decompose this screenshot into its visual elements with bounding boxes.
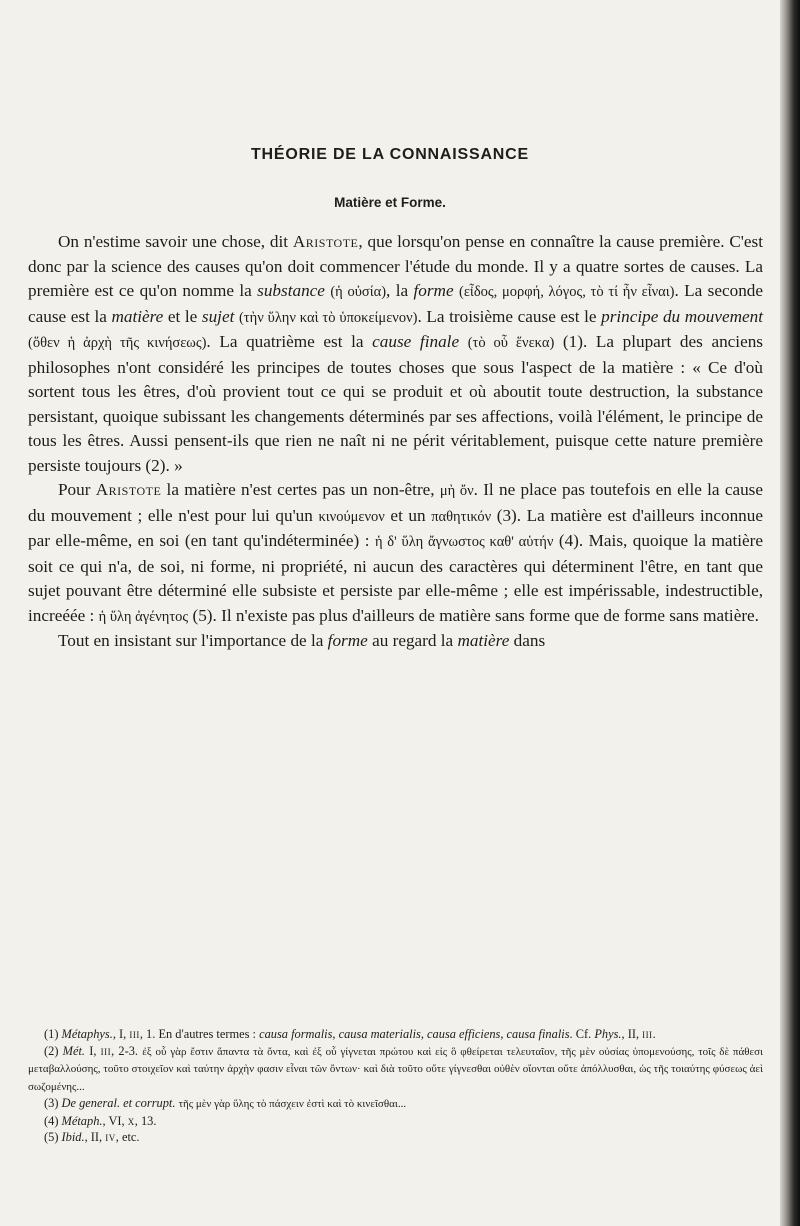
term-forme: forme — [327, 631, 368, 650]
roman-numeral: iii — [642, 1027, 653, 1041]
text-run: et le — [163, 306, 202, 326]
body-text — [28, 230, 763, 654]
citation-title: Mét. — [62, 1043, 86, 1058]
roman-numeral: iii — [100, 1043, 112, 1058]
text-run: . — [652, 1027, 656, 1041]
text-run: (2) — [44, 1043, 63, 1058]
text-run: , II, — [621, 1027, 643, 1041]
text-run: , 1. En d'autres termes : — [139, 1027, 260, 1041]
text-run: la matière n'est certes pas un non-être, — [161, 480, 440, 499]
text-run: (5) — [44, 1130, 62, 1144]
text-run: et un — [384, 505, 432, 525]
text-run: , 13. — [134, 1113, 157, 1128]
text-run: , que lorsqu'on pense en connaître la cause première. C'est donc par la science des causes qu'on doit commencer l'étude du monde. Il y a quatre sortes de causes. La première est ce qu'on nomme la — [28, 232, 763, 300]
greek-gloss: παθητικόν — [431, 508, 492, 525]
text-run: , la — [386, 281, 414, 300]
term-sujet: sujet — [201, 306, 235, 326]
roman-numeral: iv — [105, 1130, 116, 1144]
section-title: Matière et Forme. — [334, 195, 446, 210]
text-run: Tout en insistant sur l'importance de la — [58, 631, 328, 650]
term-matiere: matière — [111, 306, 164, 326]
paragraph-2 — [28, 478, 763, 629]
text-run: . Cf. — [569, 1027, 595, 1041]
text-run: (4) — [44, 1113, 62, 1128]
text-run: , I, — [112, 1027, 130, 1041]
greek-quotation: ἐξ οὗ γὰρ ἔστιν ἅπαντα τὰ ὄντα, καὶ ἐξ οὗ γίγνεται πρώτου καὶ εἰς ὃ φθείρεται τελευταῖον, τῆς μὲν οὐσίας ὑπομενούσης, τοῖς δὲ πάθεσι μεταβαλλούσης, τοῦτο στοιχεῖον καὶ ταύτην ἀρχὴν φασιν εἶναι τῶν ὄντων· καὶ διὰ τοῦτο οὔτε γίγνεσθαι οὐθὲν οἴονται οὔτε ἀπόλλυσθαι, ὡς τῆς τοιαύτης φύσεως ἀεὶ σωζομένης... — [28, 1045, 764, 1093]
roman-numeral: x — [127, 1113, 135, 1128]
text-run: dans — [509, 631, 546, 650]
citation-title: Métaph. — [61, 1113, 103, 1128]
text-run: au regard la — [367, 631, 458, 650]
greek-gloss: (τὸ οὗ ἕνεκα) — [467, 335, 555, 351]
citation-title: Métaphys. — [61, 1027, 113, 1041]
text-run: (5). Il n'existe pas plus d'ailleurs de matière sans forme que de forme sans matière. — [188, 605, 759, 625]
running-head: THÉORIE DE LA CONNAISSANCE — [250, 146, 529, 163]
footnote-3 — [28, 1095, 763, 1113]
citation-title: Phys. — [594, 1027, 622, 1041]
text-run: . La seconde cause est la — [28, 281, 764, 326]
citation-title: De general. et corrupt. — [61, 1096, 176, 1110]
roman-numeral: iii — [129, 1027, 140, 1041]
footnotes — [28, 1026, 763, 1146]
text-run: , etc. — [115, 1130, 140, 1144]
citation-title: Ibid. — [61, 1130, 85, 1144]
text-run: . Il ne place pas toutefois en elle la cause du mouvement ; elle n'est pour lui qu'un — [28, 480, 763, 525]
greek-gloss: κινούμενον — [318, 508, 385, 525]
greek-gloss: (ἡ οὐσία) — [330, 284, 387, 300]
text-run: I, — [85, 1043, 101, 1058]
text-run: (3). La matière est d'ailleurs inconnue par elle-même, en soi (en tant qu'indéterminée) : — [28, 505, 763, 550]
greek-gloss: ἡ ὕλη ἀγένητος — [98, 608, 189, 625]
text-run: (4). Mais, quoique la matière soit ce qui n'a, de soi, ni forme, ni propriété, ni aucun des caractères qui déterminent l'être, en tant que sujet pouvant être déterminé elle subsiste et persiste par elle-même ; elle est impérissable, indestructible, increéée : — [28, 531, 763, 625]
latin-terms: causa formalis, causa materialis, causa efficiens, causa finalis — [259, 1027, 570, 1041]
greek-gloss: ἡ δ' ὕλη ἄγνωστος καθ' αὑτήν — [374, 534, 554, 550]
text-run: . La troisième cause est le — [417, 306, 602, 326]
footnote-4 — [28, 1113, 763, 1130]
footnote-1 — [28, 1026, 763, 1043]
text-run: , VI, — [102, 1113, 128, 1128]
text-run: . La quatrième est la — [206, 332, 373, 351]
term-principe-du-mouvement: principe du mouvement — [601, 306, 764, 326]
text-run: , II, — [84, 1130, 106, 1144]
paragraph-3 — [28, 629, 763, 654]
text-run: , 2-3. — [111, 1043, 143, 1058]
term-matiere: matière — [457, 631, 510, 650]
greek-gloss: (τὴν ὕλην καὶ τὸ ὑποκείμενον) — [238, 309, 418, 326]
greek-gloss: μὴ ὄν — [439, 483, 474, 499]
text-run: (3) — [44, 1096, 62, 1110]
text-run: (1) — [44, 1027, 62, 1041]
text-run: (1). La plupart des anciens philosophes n'ont considéré les principes de toutes choses que sous l'aspect de la matière : « Ce d'où sortent tous les êtres, d'où provient tout ce qui se produit et où aboutit toute destruction, la substance persistant, quoique subissant les changements déterminés par ses affections, voilà l'élément, le principe de tous les êtres. Aussi pensent-ils que rien ne naît ni ne périt véritablement, puisque cette nature première persiste toujours (2). » — [28, 332, 763, 475]
greek-gloss: (εἶδος, μορφή, λόγος, τὸ τί ἦν εἶναι) — [459, 284, 675, 300]
greek-gloss: (ὅθεν ἡ ἀρχὴ τῆς κινήσεως) — [28, 335, 207, 351]
term-cause-finale: cause finale — [372, 332, 460, 351]
page-binding-shadow — [780, 0, 800, 1226]
paragraph-1 — [28, 230, 763, 478]
author-name: Aristote — [292, 232, 359, 251]
text-run: Pour — [58, 480, 96, 499]
greek-quotation: τῆς μὲν γὰρ ὕλης τὸ πάσχειν ἐστὶ καὶ τὸ κινεῖσθαι... — [178, 1098, 407, 1110]
footnote-2 — [28, 1043, 763, 1096]
term-substance: substance — [257, 281, 325, 300]
term-forme: forme — [413, 281, 454, 300]
footnote-5 — [28, 1129, 763, 1146]
text-run: On n'estime savoir une chose, dit — [58, 232, 293, 251]
author-name: Aristote — [95, 480, 162, 499]
